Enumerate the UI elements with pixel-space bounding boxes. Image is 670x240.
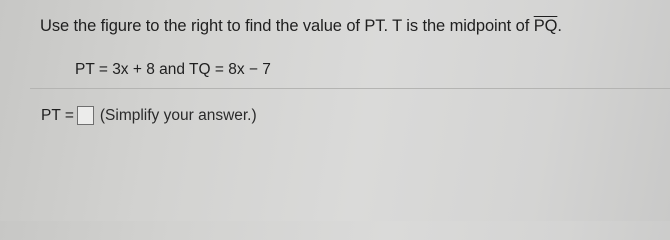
question-text [40,17,562,36]
answer-row [41,106,257,125]
question-text-before: Use the figure to the right to find the value of PT. T is the midpoint of [40,17,534,35]
simplify-hint: (Simplify your answer.) [99,106,257,124]
question-text-after: . [557,17,562,35]
divider [30,88,670,89]
answer-label: PT = [41,106,74,124]
answer-input[interactable] [77,106,94,125]
segment-label: $\overline{PQ}$ [533,17,558,35]
given-equations: PT = 3x + 8 and TQ = 8x − 7 [75,61,271,78]
